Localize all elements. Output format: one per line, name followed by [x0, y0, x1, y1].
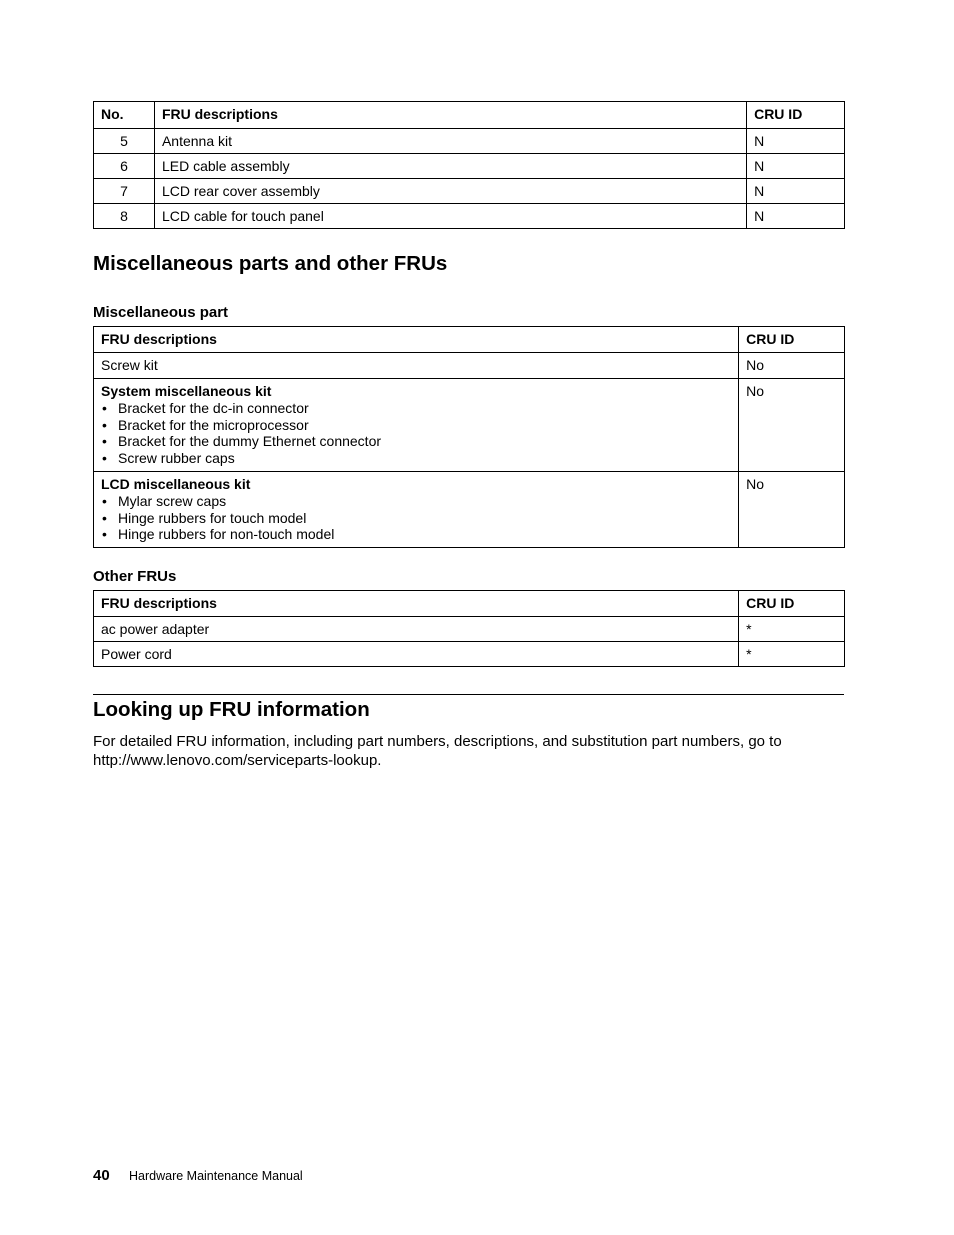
- row-cru-id: No: [739, 353, 845, 379]
- section-heading-misc-parts: Miscellaneous parts and other FRUs: [93, 252, 448, 275]
- list-item: • Hinge rubbers for non-touch model: [101, 526, 731, 543]
- row-cru-id: *: [739, 617, 845, 642]
- list-item: • Bracket for the microprocessor: [101, 417, 731, 434]
- row-description: LED cable assembly: [154, 154, 746, 179]
- row-cru-id: No: [739, 472, 845, 548]
- kit-items-list: [101, 400, 731, 467]
- kit-title: System miscellaneous kit: [101, 383, 272, 399]
- column-header-cru-id: CRU ID: [739, 591, 845, 617]
- table-header-row: [94, 327, 845, 353]
- row-cru-id: N: [747, 129, 845, 154]
- row-description: LCD cable for touch panel: [154, 204, 746, 229]
- row-description: [94, 379, 739, 472]
- subheading-misc-part: Miscellaneous part: [93, 304, 229, 321]
- table-row: [94, 642, 845, 667]
- row-cru-id: N: [747, 154, 845, 179]
- column-header-fru-descriptions: FRU descriptions: [94, 327, 739, 353]
- list-item: • Bracket for the dummy Ethernet connector: [101, 433, 731, 450]
- row-number: 6: [94, 154, 155, 179]
- row-description: Screw kit: [94, 353, 739, 379]
- page-number: 40: [93, 1167, 110, 1184]
- fru-table-continued: [93, 101, 845, 229]
- column-header-fru-descriptions: FRU descriptions: [154, 102, 746, 129]
- kit-items-list: [101, 493, 731, 543]
- list-item: • Bracket for the dc-in connector: [101, 400, 731, 417]
- list-item: • Screw rubber caps: [101, 450, 731, 467]
- table-header-row: [94, 591, 845, 617]
- misc-part-table: [93, 326, 845, 548]
- column-header-cru-id: CRU ID: [747, 102, 845, 129]
- list-item: • Mylar screw caps: [101, 493, 731, 510]
- table-row: [94, 204, 845, 229]
- row-cru-id: N: [747, 179, 845, 204]
- row-description: ac power adapter: [94, 617, 739, 642]
- list-item: • Hinge rubbers for touch model: [101, 510, 731, 527]
- row-number: 5: [94, 129, 155, 154]
- subheading-other-frus: Other FRUs: [93, 568, 177, 585]
- row-cru-id: No: [739, 379, 845, 472]
- other-frus-table: [93, 590, 845, 667]
- row-description: LCD rear cover assembly: [154, 179, 746, 204]
- table-row: [94, 617, 845, 642]
- section-heading-lookup: Looking up FRU information: [93, 698, 370, 721]
- row-number: 8: [94, 204, 155, 229]
- row-cru-id: N: [747, 204, 845, 229]
- row-cru-id: *: [739, 642, 845, 667]
- table-header-row: [94, 102, 845, 129]
- row-description: Power cord: [94, 642, 739, 667]
- row-description: [94, 472, 739, 548]
- section-divider: [93, 694, 844, 695]
- table-row: [94, 379, 845, 472]
- kit-title: LCD miscellaneous kit: [101, 476, 251, 492]
- table-row: [94, 353, 845, 379]
- row-description: Antenna kit: [154, 129, 746, 154]
- row-number: 7: [94, 179, 155, 204]
- column-header-cru-id: CRU ID: [739, 327, 845, 353]
- table-row: [94, 472, 845, 548]
- table-row: [94, 154, 845, 179]
- lookup-paragraph: For detailed FRU information, including part numbers, descriptions, and substitution part numbers, go to http://www.lenovo.com/serviceparts-lookup.: [93, 733, 782, 769]
- table-row: [94, 129, 845, 154]
- footer-title: Hardware Maintenance Manual: [129, 1169, 303, 1183]
- table-row: [94, 179, 845, 204]
- column-header-fru-descriptions: FRU descriptions: [94, 591, 739, 617]
- column-header-no: No.: [94, 102, 155, 129]
